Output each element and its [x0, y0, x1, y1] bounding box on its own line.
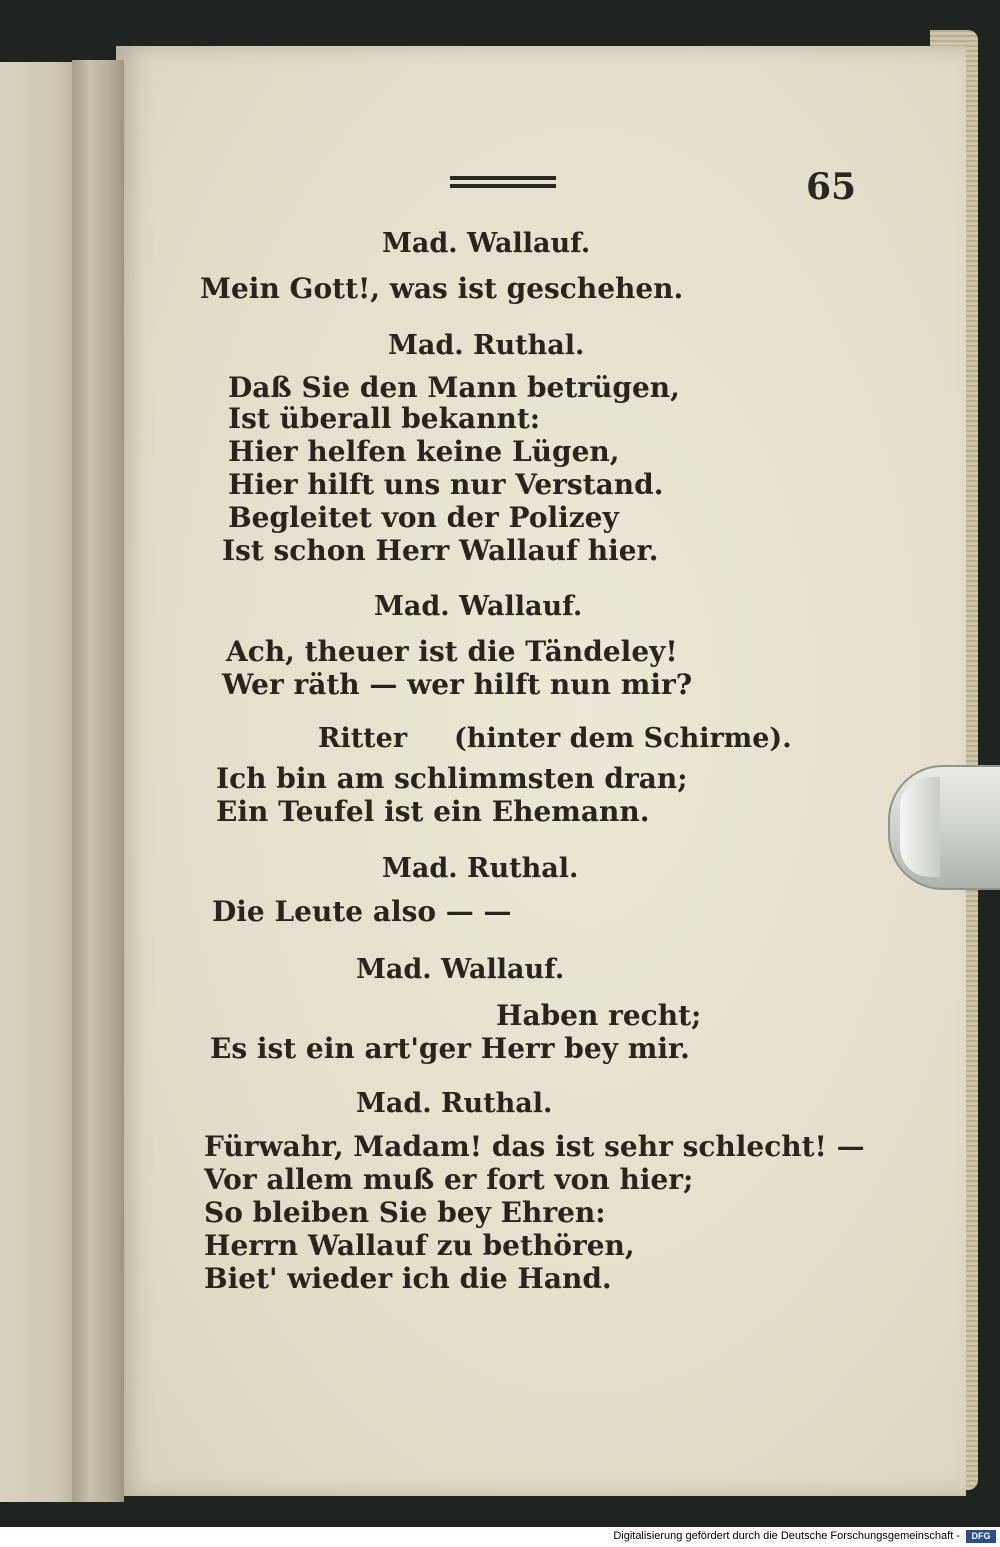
- clip-highlight: [900, 777, 940, 877]
- footer-credit: Digitalisierung gefördert durch die Deutsche Forschungsgemeinschaft -: [613, 1530, 960, 1542]
- verse-line: So bleiben Sie bey Ehren:: [204, 1196, 606, 1229]
- footer-bar: [0, 1527, 1000, 1547]
- verse-line: Ich bin am schlimmsten dran;: [216, 762, 688, 795]
- verse-line: Begleitet von der Polizey: [228, 501, 619, 534]
- verse-line: Haben recht;: [496, 999, 702, 1032]
- book-gutter: [72, 60, 124, 1502]
- dfg-logo: DFG: [966, 1530, 996, 1543]
- speaker-heading: Mad. Wallauf.: [382, 228, 591, 259]
- page-clip: [888, 765, 1000, 890]
- verse-line: Ist schon Herr Wallauf hier.: [222, 534, 659, 567]
- verse-line: Hier hilft uns nur Verstand.: [228, 468, 664, 501]
- speaker-heading: Mad. Ruthal.: [356, 1088, 553, 1119]
- verse-line: Biet' wieder ich die Hand.: [204, 1262, 612, 1295]
- speaker-heading: Ritter (hinter dem Schirme).: [318, 723, 792, 754]
- speaker-heading: Mad. Ruthal.: [388, 330, 585, 361]
- verse-line: Vor allem muß er fort von hier;: [204, 1163, 694, 1196]
- verse-line: Ein Teufel ist ein Ehemann.: [216, 795, 650, 828]
- verse-line: Daß Sie den Mann betrügen,: [228, 371, 680, 404]
- verse-line: Mein Gott!, was ist geschehen.: [200, 272, 684, 305]
- speaker-heading: Mad. Wallauf.: [356, 954, 565, 985]
- header-rule: [450, 176, 556, 188]
- verse-line: Ach, theuer ist die Tändeley!: [226, 635, 678, 668]
- verse-line: Fürwahr, Madam! das ist sehr schlecht! —: [204, 1130, 865, 1163]
- verse-line: Herrn Wallauf zu bethören,: [204, 1229, 635, 1262]
- verse-line: Ist überall bekannt:: [228, 402, 541, 435]
- speaker-heading: Mad. Wallauf.: [374, 591, 583, 622]
- verse-line: Es ist ein art'ger Herr bey mir.: [210, 1032, 690, 1065]
- page-number: 65: [806, 166, 857, 208]
- verse-line: Wer räth — wer hilft nun mir?: [222, 668, 693, 701]
- speaker-heading: Mad. Ruthal.: [382, 853, 579, 884]
- previous-page-edge: [0, 62, 80, 1502]
- verse-line: Die Leute also — —: [212, 895, 512, 928]
- verse-line: Hier helfen keine Lügen,: [228, 435, 620, 468]
